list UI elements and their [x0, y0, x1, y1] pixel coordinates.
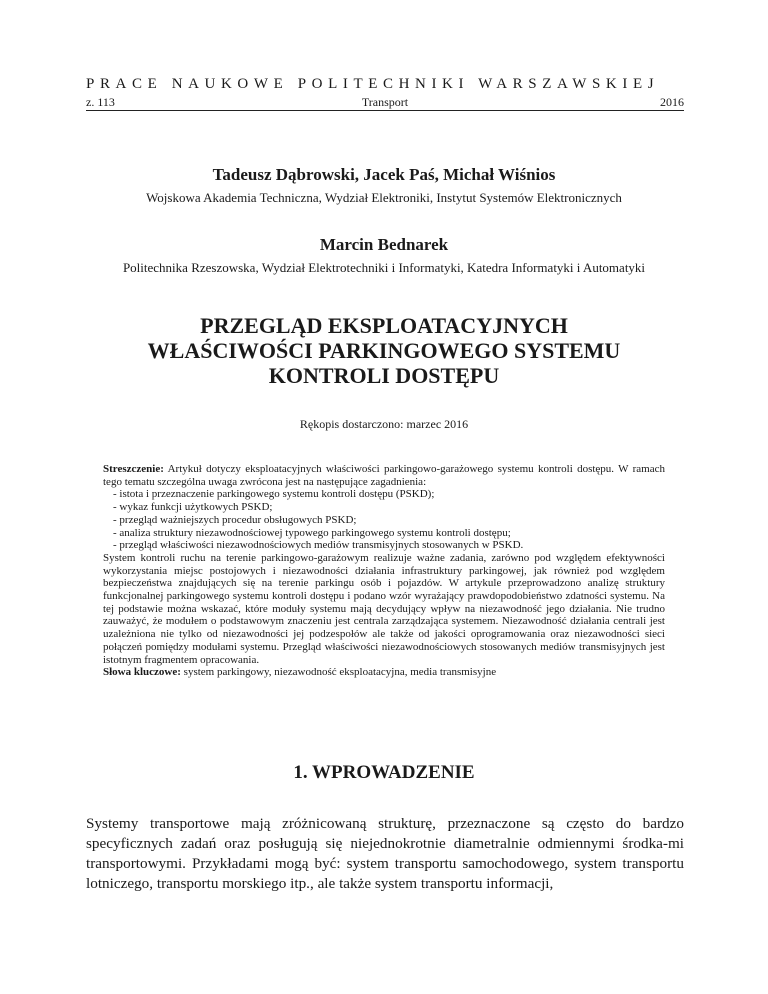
keywords-text: system parkingowy, niezawodność eksploatacyjna, media transmisyjne — [180, 666, 497, 679]
authors-secondary: Marcin Bednarek — [319, 235, 449, 254]
keywords — [103, 666, 665, 679]
abstract-bullet: - przegląd ważniejszych procedur obsługowych PSKD; — [113, 513, 357, 526]
received-date: Rękopis dostarczono: marzec 2016 — [299, 417, 469, 431]
affiliation-primary: Wojskowa Akademia Techniczna, Wydział Elektroniki, Instytut Systemów Elektronicznych — [146, 190, 622, 205]
abstract-bullet: - wykaz funkcji użytkowych PSKD; — [113, 501, 273, 514]
abstract-bullet: - przegląd właściwości niezawodnościowych mediów transmisyjnych stosowanych w PSKD. — [113, 539, 524, 552]
intro-paragraph: Systemy transportowe mają zróżnicowaną strukturę, przeznaczone są często do bardzo specyficznych zadań oraz posługują się niejednokrotnie diametralnie odmiennymi środka-mi transportowymi. Przykładami mogą być: system transportu samochodowego, system transportu lotniczego, transportu morskiego itp., ale także system transportu informacji, — [86, 815, 684, 892]
keywords-label: Słowa kluczowe: — [103, 666, 181, 679]
header-rule — [86, 110, 684, 111]
authors-primary: Tadeusz Dąbrowski, Jacek Paś, Michał Wiśnios — [212, 165, 556, 184]
affiliation-secondary: Politechnika Rzeszowska, Wydział Elektrotechniki i Informatyki, Katedra Informatyki i Automatyki — [122, 260, 646, 275]
abstract-body: System kontroli ruchu na terenie parkingowo-garażowym realizuje ważne zadania, zarówno pod względem efektywności wykorzystania miejsc postojowych i niezawodności działania infrastruktury parkingowej, jak również pod względem bezpieczeństwa znajdujących się na terenie parkingu osób i pojazdów. W artykule przeprowadzono analizę struktury funkcjonalnej parkingowego systemu kontroli dostępu i podano wzór wyrażający prawdopodobieństwo zdatności systemu. Na tej podstawie można wskazać, które moduły systemu mają decydujący wpływ na niezawodność jego działania. Nie trudno zauważyć, że modułem o podstawowym znaczeniu jest centrala zarządzająca systemem. Niezawodność działania centrali jest uzależniona nie tylko od niezawodności jej podzespołów ale także od jakości oprogramowania oraz niezawodności sieci połączeń pomiędzy modułami systemu. Przegląd właściwości niezawodnościowych stosowanych mediów transmisyjnych jest istotnym fragmentem opracowania. — [103, 551, 665, 666]
title-line: KONTROLI DOSTĘPU — [268, 363, 500, 388]
section-heading: 1. WPROWADZENIE — [293, 762, 475, 783]
paper-title — [60, 313, 708, 388]
issue-number: z. 113 — [86, 95, 115, 109]
abstract-intro — [103, 463, 665, 488]
abstract-bullet: - analiza struktury niezawodnościowej typowego parkingowego systemu kontroli dostępu; — [113, 526, 511, 539]
abstract-intro-text: Artykuł dotyczy eksploatacyjnych właściwości parkingowo-garażowego systemu kontroli dostępu. W ramach tego tematu szczególna uwaga zwrócona jest na następujące zagadnienia: — [103, 463, 665, 488]
abstract — [103, 463, 665, 679]
issue-year: 2016 — [660, 95, 684, 109]
series-name: Transport — [361, 95, 409, 109]
abstract-bullet: - istota i przeznaczenie parkingowego systemu kontroli dostępu (PSKD); — [113, 488, 435, 501]
journal-name: PRACE NAUKOWE POLITECHNIKI WARSZAWSKIEJ — [86, 76, 660, 92]
title-line: PRZEGLĄD EKSPLOATACYJNYCH — [200, 313, 568, 338]
title-line: WŁAŚCIWOŚCI PARKINGOWEGO SYSTEMU — [147, 338, 621, 363]
abstract-label: Streszczenie: — [103, 463, 164, 475]
